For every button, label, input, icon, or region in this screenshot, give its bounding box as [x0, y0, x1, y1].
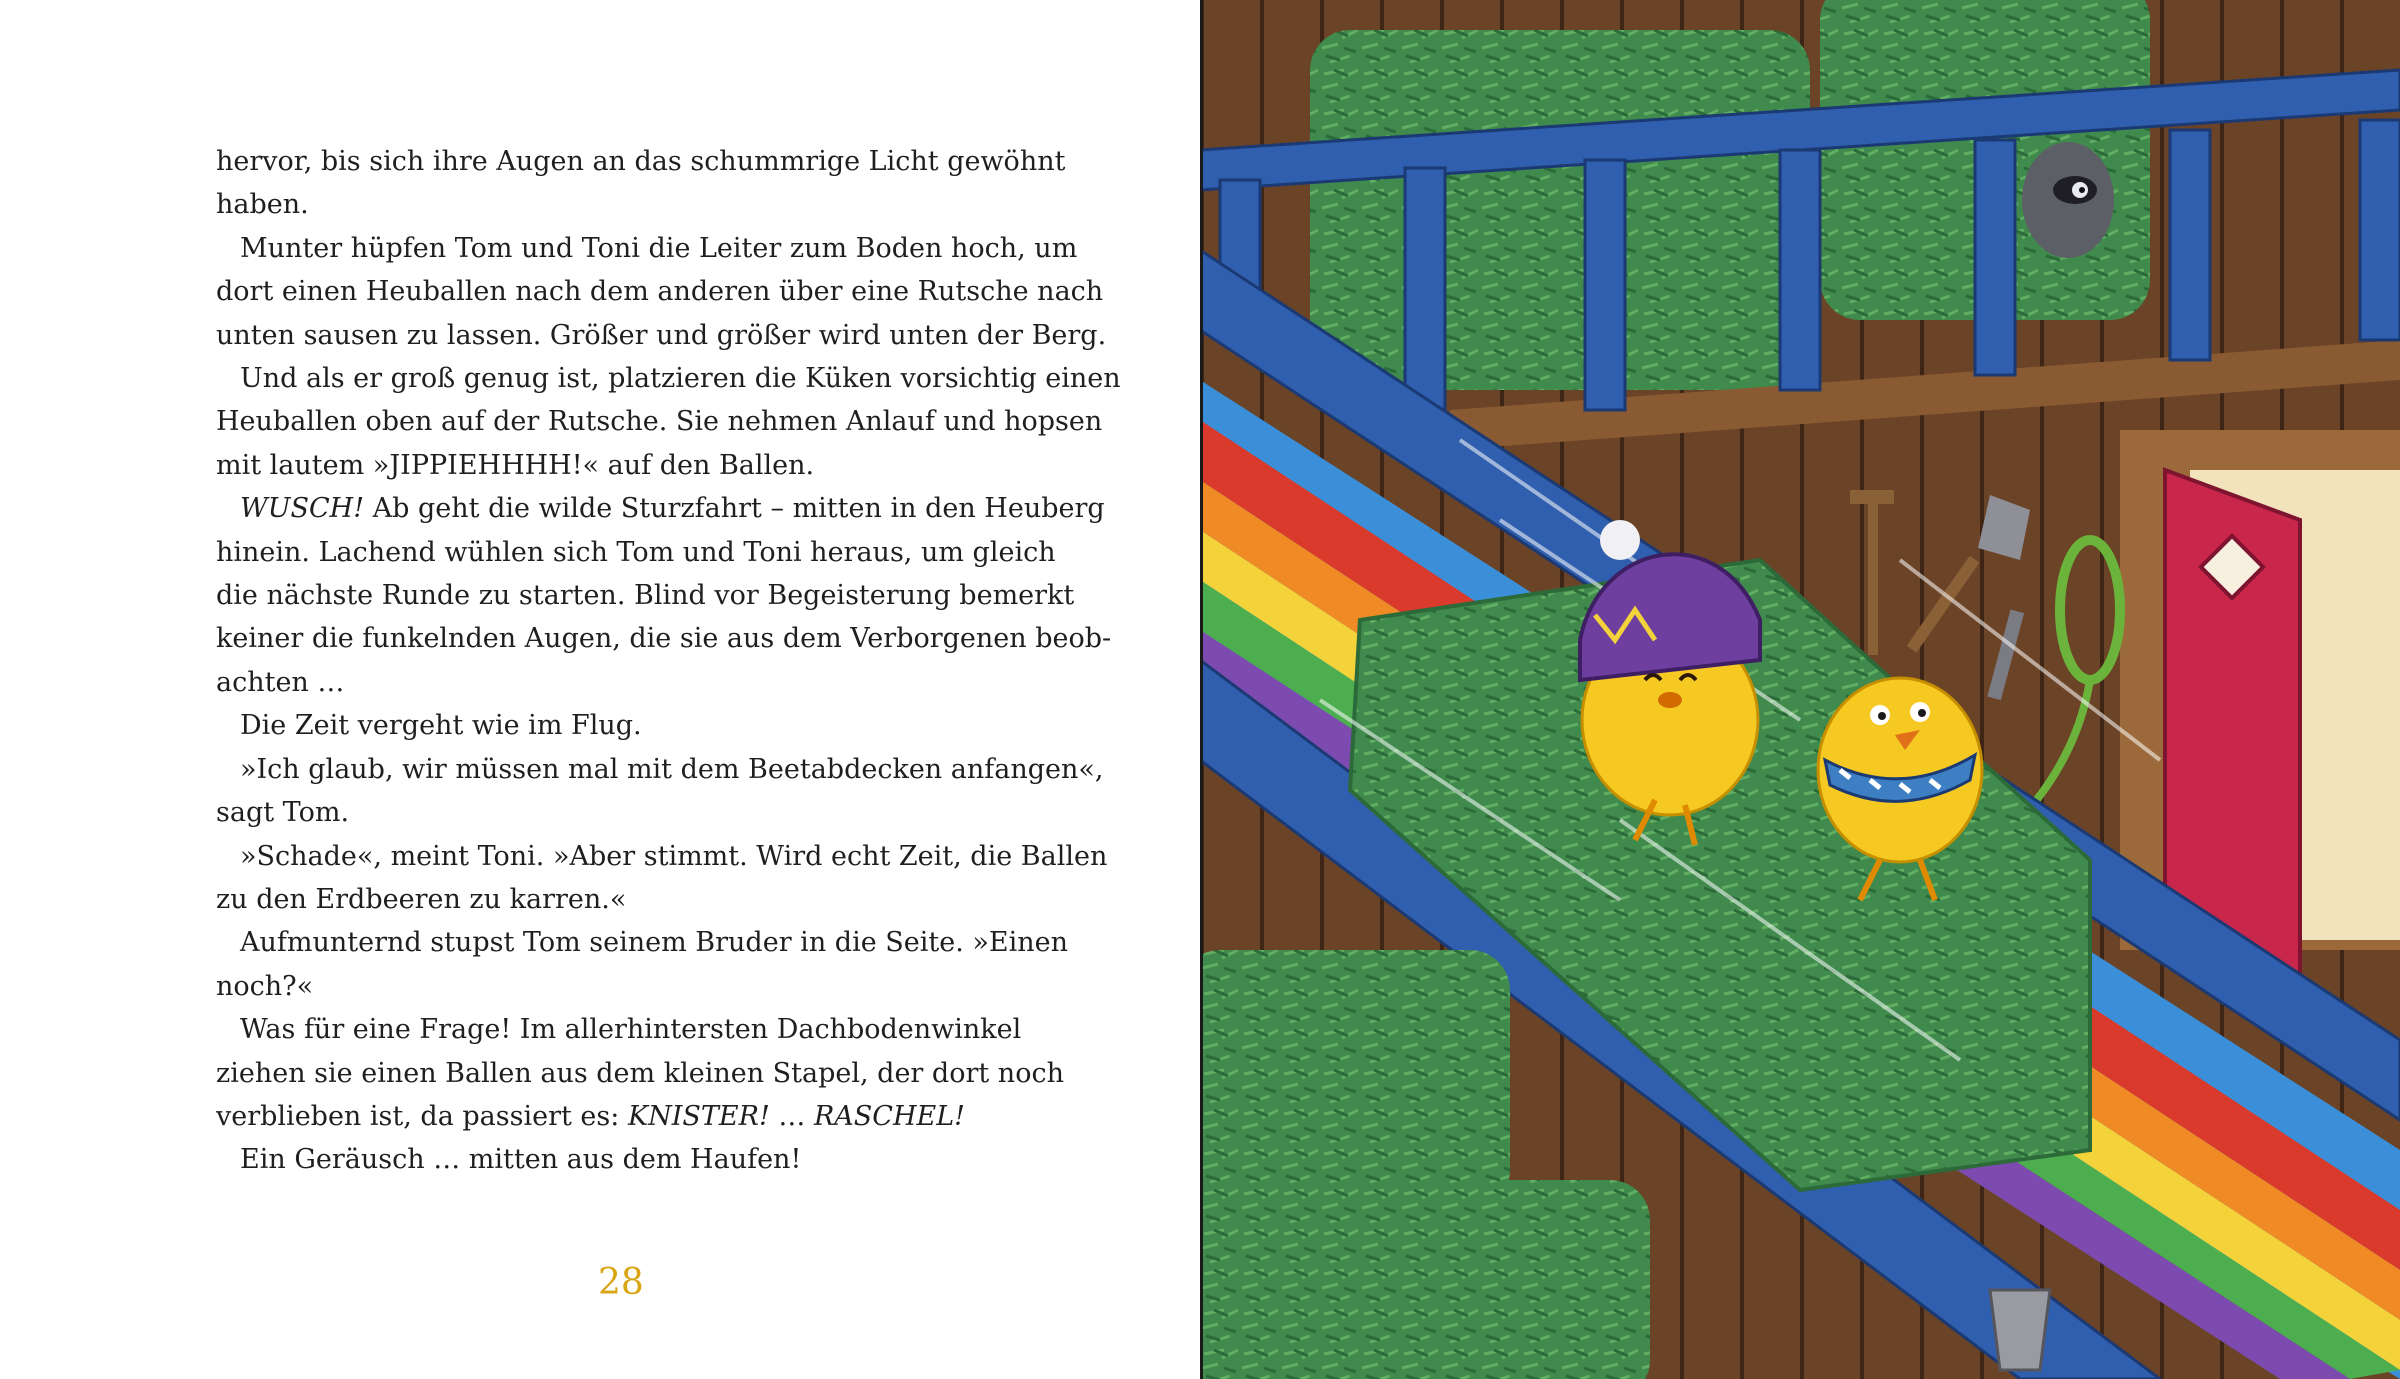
text-segment: Ein Geräusch … mitten aus dem Haufen! [240, 1144, 802, 1176]
text-segment: noch?« [216, 970, 314, 1002]
text-line [216, 617, 1112, 660]
text-line [216, 531, 1056, 574]
text-line [216, 227, 1078, 270]
text-line [216, 878, 1046, 921]
text-segment: … [769, 1100, 814, 1132]
page-number: 28 [598, 1262, 644, 1303]
text-line [216, 835, 1108, 878]
text-line [216, 183, 1046, 226]
text-segment: verblieben ist, da passiert es: [216, 1100, 628, 1132]
text-line [216, 314, 1107, 357]
text-line [216, 400, 1103, 443]
raccoon-peeking [2022, 142, 2114, 258]
text-segment: achten … [216, 666, 345, 698]
text-segment: keiner die funkelnden Augen, die sie aus dem Verborgenen beob- [216, 623, 1112, 655]
text-segment: Und als er groß genug ist, platzieren die Küken vorsichtig einen [240, 363, 1121, 395]
text-line [216, 1138, 1046, 1181]
text-segment: hinein. Lachend wühlen sich Tom und Toni heraus, um gleich [216, 536, 1056, 568]
text-line [216, 791, 1046, 834]
text-segment: »Ich glaub, wir müssen mal mit dem Beetabdecken anfangen«, [240, 753, 1104, 785]
illustration-canvas [1200, 0, 2400, 1379]
text-line [216, 704, 1046, 747]
text-line [216, 1095, 1046, 1138]
italic-text: RASCHEL! [813, 1100, 965, 1132]
text-segment: sagt Tom. [216, 797, 350, 829]
italic-text: WUSCH! [240, 493, 365, 525]
text-line [216, 357, 1121, 400]
text-segment: Munter hüpfen Tom und Toni die Leiter zum Boden hoch, um [240, 232, 1078, 264]
text-segment: Die Zeit vergeht wie im Flug. [240, 710, 642, 742]
text-segment: ziehen sie einen Ballen aus dem kleinen Stapel, der dort noch [216, 1057, 1064, 1089]
text-line [216, 921, 1068, 964]
text-line [216, 965, 1046, 1008]
bucket [1990, 1290, 2050, 1370]
illustration-barn-slide [1200, 0, 2400, 1379]
text-segment: Aufmunternd stupst Tom seinem Bruder in die Seite. »Einen [240, 927, 1068, 959]
text-line [216, 1008, 1046, 1051]
text-segment: Was für eine Frage! Im allerhintersten Dachbodenwinkel [240, 1014, 1022, 1046]
text-segment: dort einen Heuballen nach dem anderen über eine Rutsche nach [216, 276, 1104, 308]
text-line [216, 270, 1104, 313]
story-text [216, 140, 1121, 1182]
text-line [216, 1052, 1064, 1095]
text-segment: mit lautem »JIPPIEHHHH!« auf den Ballen. [216, 449, 815, 481]
text-segment: »Schade«, meint Toni. »Aber stimmt. Wird echt Zeit, die Ballen [240, 840, 1108, 872]
text-line [216, 444, 1046, 487]
text-segment: hervor, bis sich ihre Augen an das schummrige Licht gewöhnt [216, 146, 1066, 177]
text-segment: haben. [216, 189, 309, 221]
text-line [216, 748, 1104, 791]
text-line [216, 140, 1066, 183]
italic-text: KNISTER! [627, 1100, 770, 1132]
text-segment: zu den Erdbeeren zu karren.« [216, 883, 627, 915]
text-line [216, 574, 1075, 617]
text-segment: die nächste Runde zu starten. Blind vor Begeisterung bemerkt [216, 580, 1075, 612]
text-segment: Ab geht die wilde Sturzfahrt – mitten in den Heuberg [364, 493, 1105, 525]
text-line [216, 487, 1105, 530]
text-segment: unten sausen zu lassen. Größer und größer wird unten der Berg. [216, 319, 1107, 351]
text-segment: Heuballen oben auf der Rutsche. Sie nehmen Anlauf und hopsen [216, 406, 1103, 438]
text-line [216, 661, 1046, 704]
